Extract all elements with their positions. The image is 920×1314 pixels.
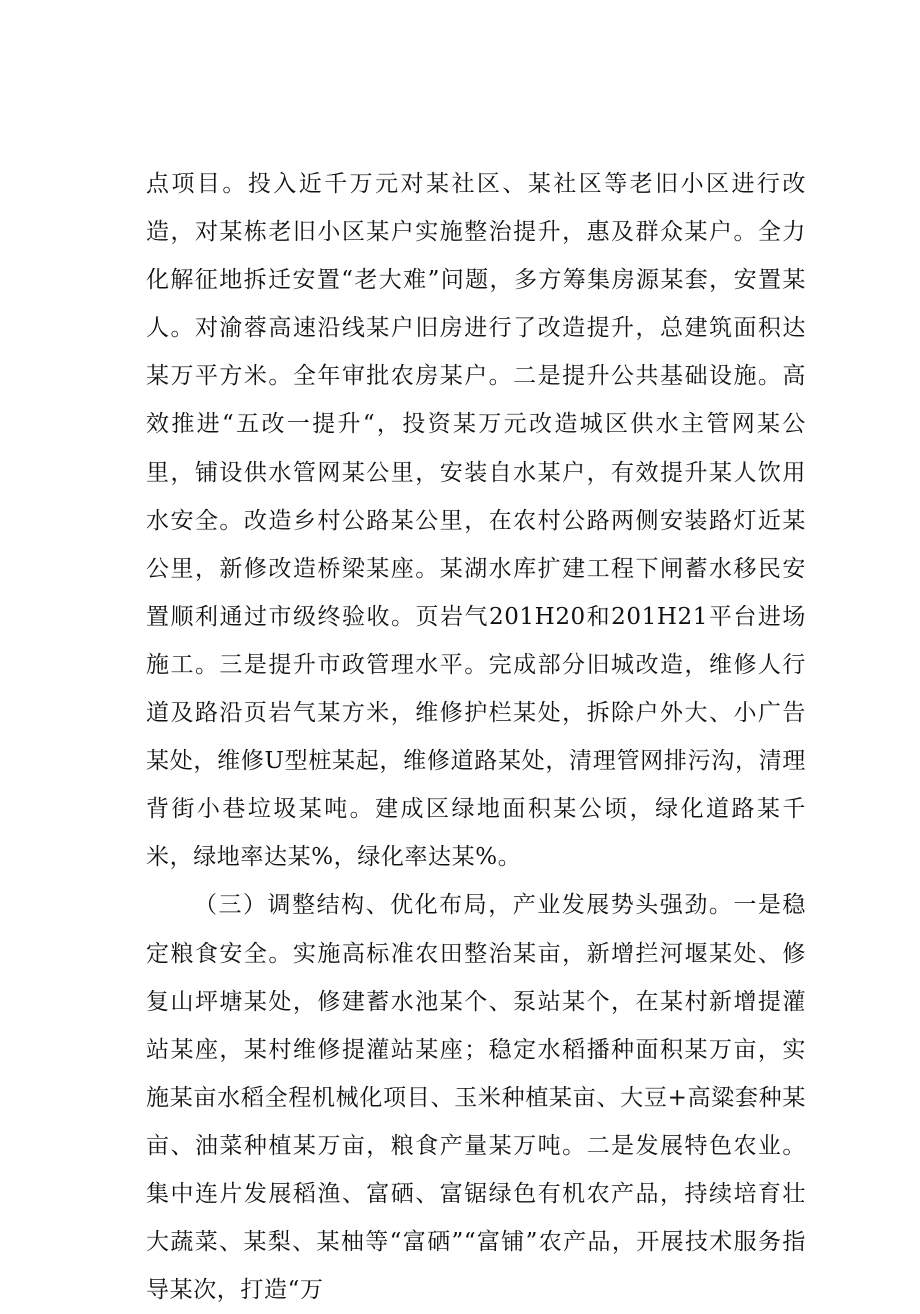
- paragraph-section-three: （三）调整结构、优化布局，产业发展势头强劲。一是稳定粮食安全。实施高标准农田整治某亩，新增拦河堰某处、修复山坪塘某处，修建蓄水池某个、泵站某个，在某村新增提灌站某座，某村维修提灌站某座；稳定水稻播种面积某万亩，实施某亩水稻全程机械化项目、玉米种植某亩、大豆+高粱套种某亩、油菜种植某万亩，粮食产量某万吨。二是发展特色农业。集中连片发展稻渔、富硒、富锯绿色有机农产品，持续培育壮大蔬菜、某梨、某柚等“富硒”“富铺”农产品，开展技术服务指导某次，打造“万: [146, 892, 806, 1304]
- document-body: [146, 160, 806, 1314]
- paragraph-continued: 点项目。投入近千万元对某社区、某社区等老旧小区进行改造，对某栋老旧小区某户实施整治提升，惠及群众某户。全力化解征地拆迁安置“老大难”问题，多方筹集房源某套，安置某人。对渝蓉高速沿线某户旧房进行了改造提升，总建筑面积达某万平方米。全年审批农房某户。二是提升公共基础设施。高效推进“五改一提升“，投资某万元改造城区供水主管网某公里，铺设供水管网某公里，安装自水某户，有效提升某人饮用水安全。改造乡村公路某公里，在农村公路两侧安装路灯近某公里，新修改造桥梁某座。某湖水库扩建工程下闸蓄水移民安置顺利通过市级终验收。页岩气201H20和201H21平台进场施工。三是提升市政管理水平。完成部分旧城改造，维修人行道及路沿页岩气某方米，维修护栏某处，拆除户外大、小广告某处，维修U型桩某起，维修道路某处，清理管网排污沟，清理背街小巷垃圾某吨。建成区绿地面积某公顷，绿化道路某千米，绿地率达某%，绿化率达某%。: [146, 171, 806, 871]
